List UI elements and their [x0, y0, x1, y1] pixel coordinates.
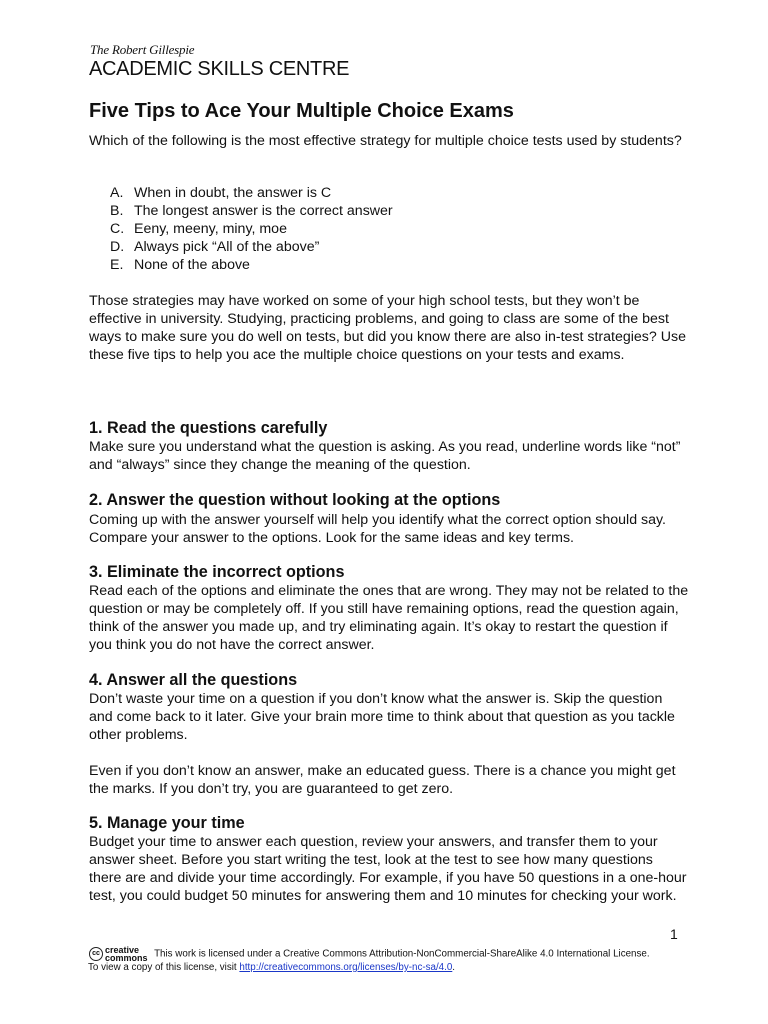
option-b: B. The longest answer is the correct answer [110, 203, 393, 219]
option-c: C. Eeny, meeny, miny, moe [110, 221, 287, 237]
tip-1-heading: 1. Read the questions carefully [89, 419, 328, 437]
brand-logo-text: ACADEMIC SKILLS CENTRE [89, 58, 350, 80]
tip-3-body: Read each of the options and eliminate the ones that are wrong. They may not be related to the question or may be completely off. If you still have remaining options, read the question again, think of the answer you made up, and try eliminating again. It’s okay to restart the question if you think you do not have the correct answer. [89, 583, 689, 653]
tip-5-heading: 5. Manage your time [89, 814, 245, 832]
license-footer: cc creative commons This work is licensed under a Creative Commons Attribution-NonCommercial-ShareAlike 4.0 International License. To view a copy of this license, visit http://creativecommons.org/licenses/by-nc-sa/4.0. [88, 945, 650, 973]
intro-paragraph: Those strategies may have worked on some of your high school tests, but they won’t be effective in university. Studying, practicing problems, and going to class are some of the best ways to make sure you do well on tests, but did you know there are also in-test strategies? Use these five tips to help you ace the multiple choice questions on your tests and exams. [89, 293, 686, 363]
intro-question: Which of the following is the most effective strategy for multiple choice tests used by students? [89, 133, 682, 149]
tip-2-heading: 2. Answer the question without looking at the options [89, 491, 501, 509]
option-d: D. Always pick “All of the above” [110, 239, 320, 255]
tip-4-heading: 4. Answer all the questions [89, 671, 298, 689]
license-link[interactable]: http://creativecommons.org/licenses/by-nc-sa/4.0 [239, 962, 453, 973]
brand-subtitle: The Robert Gillespie [90, 42, 195, 57]
license-text: This work is licensed under a Creative Commons Attribution-NonCommercial-ShareAlike 4.0 International License. [154, 948, 650, 960]
tip-5-body: Budget your time to answer each question, review your answers, and transfer them to your answer sheet. Before you start writing the test, look at the test to see how many questions there are and divide your time accordingly. For example, if you have 50 questions in a one-hour test, you could budget 50 minutes for answering them and 10 minutes for checking your work. [89, 834, 687, 904]
page-title: Five Tips to Ace Your Multiple Choice Exams [89, 100, 514, 122]
tip-4-body: Don’t waste your time on a question if you don’t know what the answer is. Skip the question and come back to it later. Give your brain more time to think about that question as you tackle other problems. [89, 691, 675, 743]
tip-1-body: Make sure you understand what the question is asking. As you read, underline words like “not” and “always” since they change the meaning of the question. [89, 439, 681, 473]
option-e: E. None of the above [110, 257, 250, 273]
creative-commons-logo: cc creative commons [89, 946, 148, 962]
license-view-text: To view a copy of this license, visit [88, 962, 237, 973]
tip-4-body-2: Even if you don’t know an answer, make an educated guess. There is a chance you might get the marks. If you don’t try, you are guaranteed to get zero. [89, 763, 676, 797]
page-number: 1 [670, 926, 678, 942]
tip-3-heading: 3. Eliminate the incorrect options [89, 563, 345, 581]
option-a: A. When in doubt, the answer is C [110, 185, 332, 201]
cc-icon: cc [89, 947, 103, 961]
tip-2-body: Coming up with the answer yourself will help you identify what the correct option should say. Compare your answer to the options. Look for the same ideas and key terms. [89, 512, 666, 546]
answer-options-list [110, 184, 393, 274]
